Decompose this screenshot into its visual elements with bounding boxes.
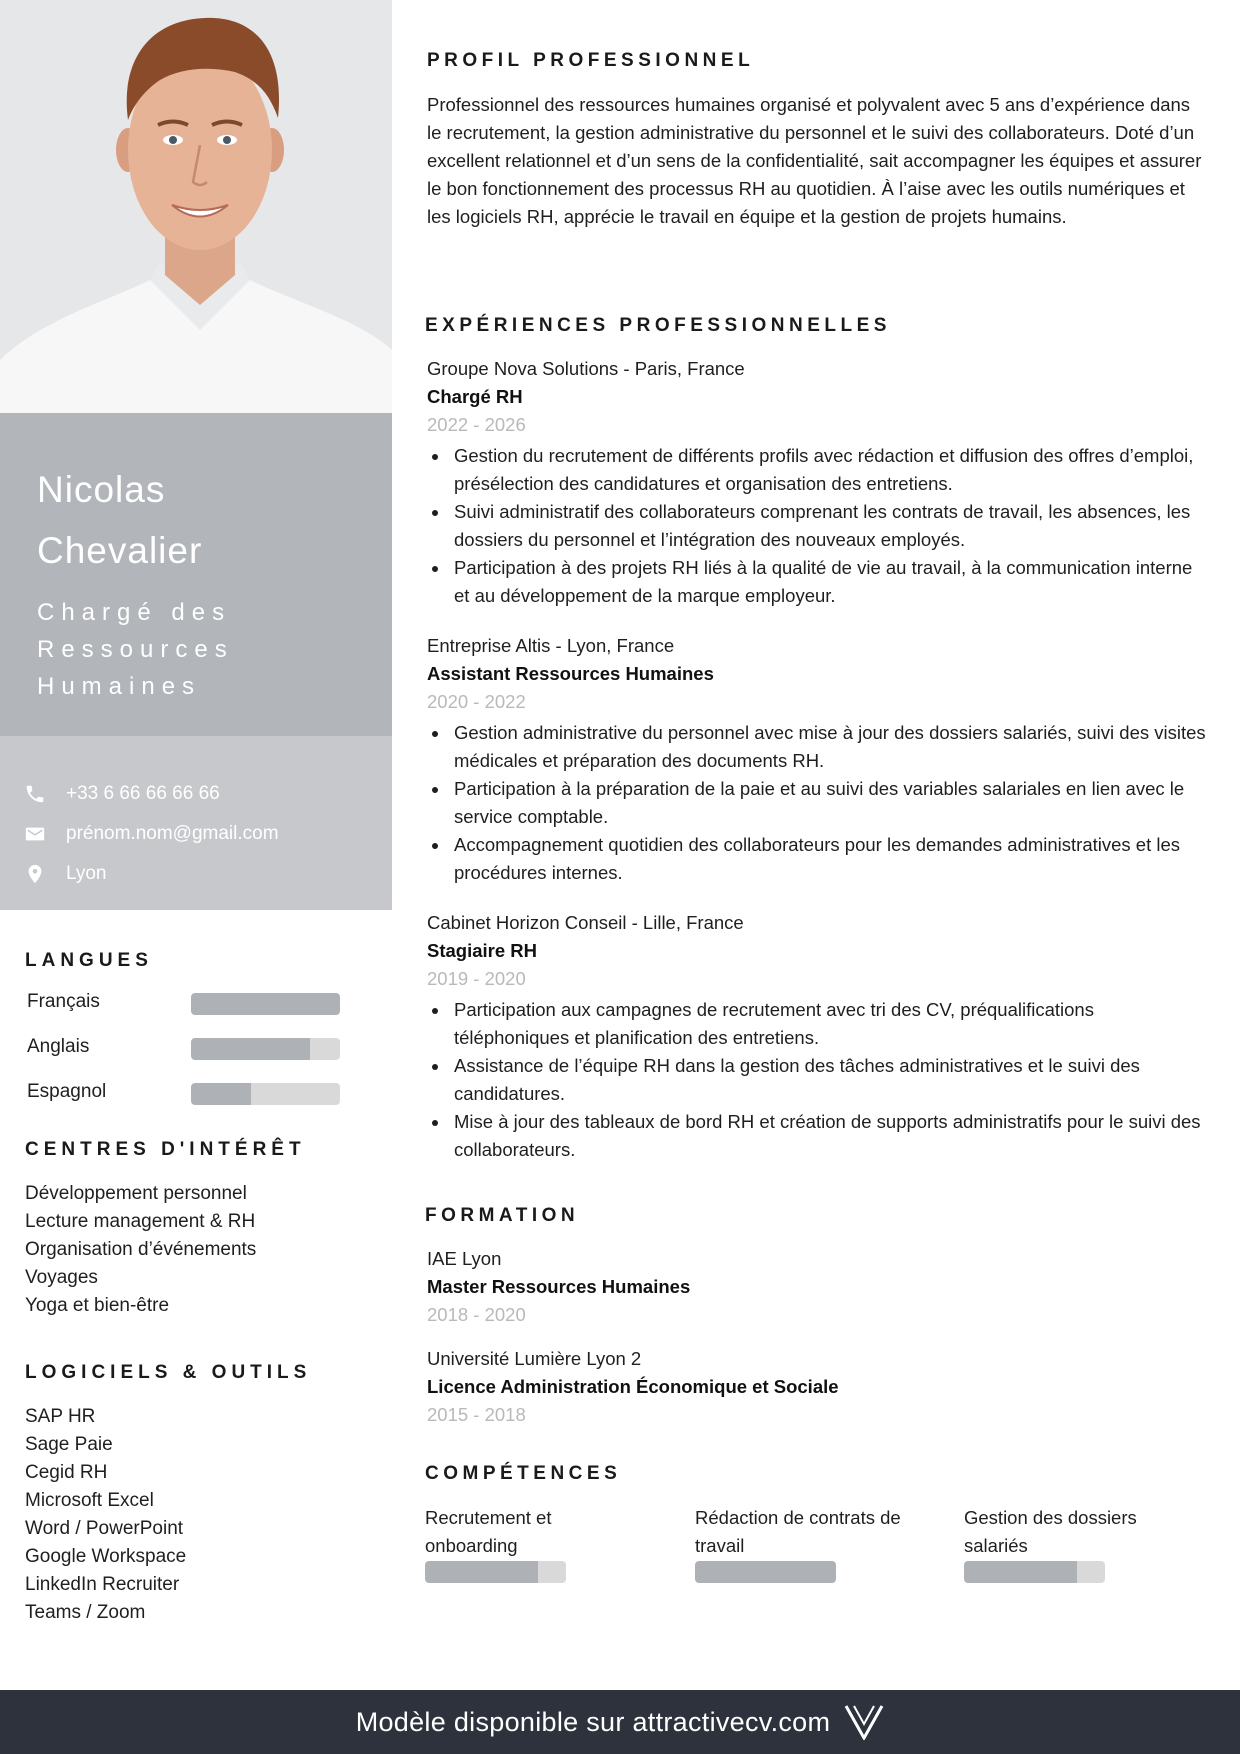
list-item: LinkedIn Recruiter	[25, 1574, 180, 1595]
list-item: Sage Paie	[25, 1434, 113, 1455]
language-level-fill	[191, 993, 340, 1015]
degree: Master Ressources Humaines	[427, 1276, 691, 1297]
company: Cabinet Horizon Conseil - Lille, France	[427, 912, 744, 933]
name-header	[0, 413, 392, 736]
list-item: Yoga et bien-être	[25, 1295, 170, 1316]
interests-list	[25, 1180, 256, 1320]
list-item: Développement personnel	[25, 1183, 247, 1204]
language-level-bar	[191, 1038, 340, 1060]
school: Université Lumière Lyon 2	[427, 1348, 642, 1369]
phone-number: +33 6 66 66 66 66	[66, 783, 220, 804]
skill-item	[964, 1504, 1204, 1583]
language-label: Français	[27, 991, 100, 1012]
bullet-item: Assistance de l’équipe RH dans la gestion des tâches administratives et le suivi des candidatures.	[454, 1052, 1207, 1108]
skill-label: Gestion des dossiers salariés	[964, 1507, 1137, 1556]
list-item: Voyages	[25, 1267, 98, 1288]
footer-banner[interactable]	[0, 1690, 1240, 1754]
last-name: Chevalier	[37, 530, 203, 571]
list-item: Google Workspace	[25, 1546, 187, 1567]
email-address: prénom.nom@gmail.com	[66, 823, 279, 844]
footer-text[interactable]: Modèle disponible sur attractivecv.com	[355, 1706, 831, 1737]
location-pin-icon	[24, 863, 46, 885]
language-label: Espagnol	[27, 1081, 107, 1102]
profile-text: Professionnel des ressources humaines organisé et polyvalent avec 5 ans d’expérience dans le recrutement, la gestion administrative du personnel et le suivi des collaborateurs. Doté d’un excellent relationnel et d’un sens de la confidentialité, sait accompagner les équipes et assurer le bon fonctionnement des processus RH au quotidien. À l’aise avec les outils numériques et les logiciels RH, apprécie le travail en équipe et la gestion de projets humains.	[427, 94, 1202, 227]
company: Entreprise Altis - Lyon, France	[427, 635, 675, 656]
job-dates: 2020 - 2022	[427, 691, 526, 712]
skill-level-fill	[964, 1561, 1077, 1583]
software-list	[25, 1403, 186, 1627]
language-level-fill	[191, 1038, 310, 1060]
skill-level-fill	[695, 1561, 836, 1583]
profile-title: PROFIL PROFESSIONNEL	[427, 50, 755, 71]
language-row	[27, 1036, 347, 1062]
skill-item	[695, 1504, 935, 1583]
language-row	[27, 1081, 347, 1107]
job-title-line-2: Ressources	[37, 636, 234, 663]
experience-entry	[427, 909, 1207, 1164]
education-entry	[427, 1345, 1207, 1429]
job-bullets	[427, 996, 1207, 1164]
skills-title: COMPÉTENCES	[425, 1463, 622, 1484]
skill-label: Recrutement et onboarding	[425, 1507, 552, 1556]
experience-entry	[427, 355, 1207, 610]
job-dates: 2022 - 2026	[427, 414, 526, 435]
school: IAE Lyon	[427, 1248, 502, 1269]
list-item: Lecture management & RH	[25, 1211, 256, 1232]
list-item: Word / PowerPoint	[25, 1518, 184, 1539]
contact-phone[interactable]	[24, 782, 220, 806]
sidebar	[0, 0, 392, 1690]
job-role: Chargé RH	[427, 386, 523, 407]
profile-photo	[0, 0, 392, 413]
languages-title: LANGUES	[25, 950, 153, 971]
bullet-item: Accompagnement quotidien des collaborateurs pour les demandes administratives et les procédures internes.	[454, 831, 1207, 887]
language-level-fill	[191, 1083, 251, 1105]
attractivecv-logo-icon	[844, 1704, 884, 1740]
list-item: Cegid RH	[25, 1462, 108, 1483]
skill-label: Rédaction de contrats de travail	[695, 1507, 901, 1556]
company: Groupe Nova Solutions - Paris, France	[427, 358, 745, 379]
contact-city	[24, 862, 107, 886]
contact-email[interactable]	[24, 822, 279, 846]
job-bullets	[427, 442, 1207, 610]
job-title-line-1: Chargé des	[37, 599, 232, 626]
list-item: SAP HR	[25, 1406, 96, 1427]
education-dates: 2015 - 2018	[427, 1404, 526, 1425]
contact-block	[0, 736, 392, 910]
experience-title: EXPÉRIENCES PROFESSIONNELLES	[425, 315, 891, 336]
list-item: Teams / Zoom	[25, 1602, 146, 1623]
job-role: Stagiaire RH	[427, 940, 538, 961]
language-level-bar	[191, 1083, 340, 1105]
portrait-illustration	[0, 0, 392, 413]
mail-icon	[24, 823, 46, 845]
language-level-bar	[191, 993, 340, 1015]
job-title-line-3: Humaines	[37, 673, 202, 700]
skill-level-bar	[695, 1561, 836, 1583]
degree: Licence Administration Économique et Sociale	[427, 1376, 839, 1397]
experience-entry	[427, 632, 1207, 887]
bullet-item: Mise à jour des tableaux de bord RH et création de supports administratifs pour le suivi des collaborateurs.	[454, 1108, 1207, 1164]
city: Lyon	[66, 863, 107, 884]
bullet-item: Suivi administratif des collaborateurs comprenant les contrats de travail, les absences, les dossiers du personnel et l’intégration des nouveaux employés.	[454, 498, 1207, 554]
education-entry	[427, 1245, 1207, 1329]
bullet-item: Participation aux campagnes de recrutement avec tri des CV, préqualifications téléphoniques et planification des entretiens.	[454, 996, 1207, 1052]
skill-item	[425, 1504, 665, 1583]
bullet-item: Participation à des projets RH liés à la qualité de vie au travail, à la communication interne et au développement de la marque employeur.	[454, 554, 1207, 610]
skill-level-bar	[964, 1561, 1105, 1583]
job-role: Assistant Ressources Humaines	[427, 663, 714, 684]
education-dates: 2018 - 2020	[427, 1304, 526, 1325]
language-row	[27, 991, 347, 1017]
list-item: Organisation d’événements	[25, 1239, 257, 1260]
bullet-item: Gestion administrative du personnel avec mise à jour des dossiers salariés, suivi des visites médicales et préparation des documents RH.	[454, 719, 1207, 775]
first-name: Nicolas	[37, 469, 166, 510]
software-title: LOGICIELS & OUTILS	[25, 1362, 312, 1383]
list-item: Microsoft Excel	[25, 1490, 154, 1511]
education-title: FORMATION	[425, 1205, 580, 1226]
job-dates: 2019 - 2020	[427, 968, 526, 989]
skill-level-fill	[425, 1561, 538, 1583]
language-label: Anglais	[27, 1036, 90, 1057]
interests-title: CENTRES D'INTÉRÊT	[25, 1139, 306, 1160]
bullet-item: Gestion du recrutement de différents profils avec rédaction et diffusion des offres d’emploi, présélection des candidatures et organisation des entretiens.	[454, 442, 1207, 498]
phone-icon	[24, 783, 46, 805]
skill-level-bar	[425, 1561, 566, 1583]
job-bullets	[427, 719, 1207, 887]
bullet-item: Participation à la préparation de la paie et au suivi des variables salariales en lien avec le service comptable.	[454, 775, 1207, 831]
